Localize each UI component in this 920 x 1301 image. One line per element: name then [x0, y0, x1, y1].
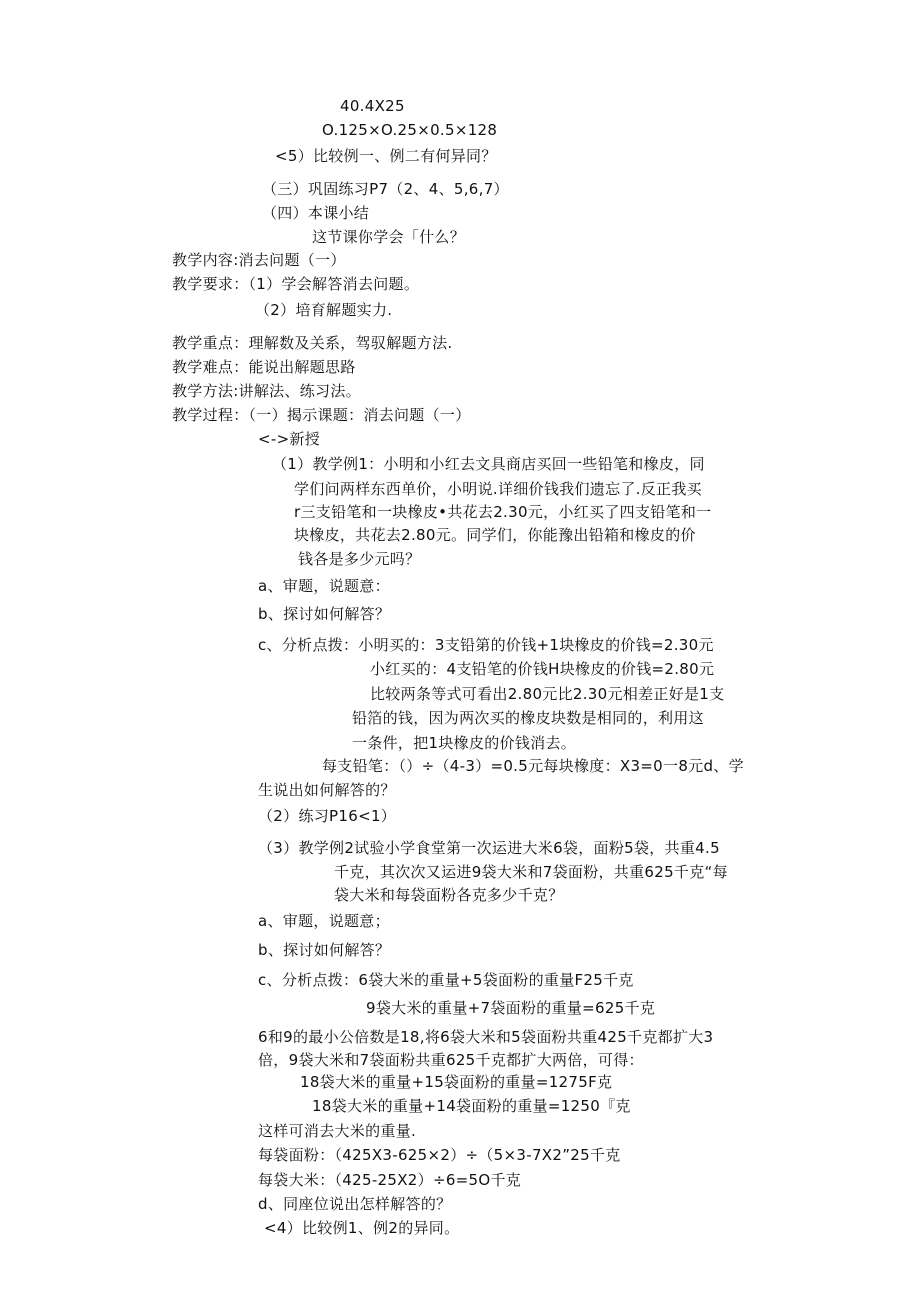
- text-line: 千克，其次次又运进9袋大米和7袋面粉，共重625千克“每: [334, 863, 728, 881]
- text-line: （三）巩固练习P7（2、4、5,6,7）: [262, 180, 509, 198]
- text-line: <4）比较例1、例2的异同。: [264, 1219, 460, 1237]
- text-line: a、审题，说题意；: [258, 912, 390, 930]
- text-line: 这样可消去大米的重量.: [258, 1122, 417, 1140]
- text-line: 学们问两样东西单价，小明说.详细价钱我们遗忘了.反正我买: [294, 480, 702, 498]
- text-line: 块橡皮，共花去2.80元。同学们，你能豫出铅箱和橡皮的价: [294, 526, 696, 544]
- text-line: <5）比较例一、例二有何异同？: [275, 147, 497, 165]
- text-line: 教学过程：（一）揭示课题：消去问题（一）: [172, 406, 471, 424]
- text-line: 每支铅笔：（）÷（4-3）=0.5元每块橡度：X3=0一8元d、学: [322, 757, 744, 775]
- text-line: 每袋面粉：（425X3-625×2）÷（5×3-7X2”25千克: [258, 1146, 621, 1164]
- text-line: 6和9的最小公倍数是18,将6袋大米和5袋面粉共重425千克都扩大3: [258, 1028, 714, 1046]
- text-line: 18袋大米的重量+14袋面粉的重量=1250『克: [312, 1097, 631, 1115]
- text-line: 教学内容:消去问题（一）: [172, 251, 346, 269]
- text-line: （3）教学例2试验小学食堂第一次运进大米6袋，面粉5袋，共重4.5: [258, 839, 720, 857]
- text-line: 每袋大米：（425-25X2）÷6=5O千克: [258, 1171, 522, 1189]
- text-line: 教学方法:讲解法、练习法。: [172, 382, 361, 400]
- text-line: 9袋大米的重量+7袋面粉的重量=625千克: [366, 999, 656, 1017]
- text-line: 18袋大米的重量+15袋面粉的重量=1275F克: [300, 1073, 613, 1091]
- text-line: （四）本课小结: [262, 204, 370, 222]
- text-line: b、探讨如何解答？: [258, 605, 391, 623]
- text-line: 小红买的：4支铅笔的价钱H块橡皮的价钱=2.80元: [370, 660, 715, 678]
- text-line: （1）教学例1：小明和小红去文具商店买回一些铅笔和橡皮，同: [272, 455, 705, 473]
- text-line: 教学重点：理解数及关系，驾驭解题方法.: [172, 334, 453, 352]
- text-line: 生说出如何解答的？: [258, 781, 396, 799]
- text-line: c、分析点拨：小明买的：3支铅第的价钱+1块橡皮的价钱=2.30元: [258, 636, 714, 654]
- text-line: <->新授: [258, 430, 321, 448]
- text-line: b、探讨如何解答？: [258, 941, 391, 959]
- text-line: （2）练习P16<1）: [258, 807, 397, 825]
- text-line: 教学难点：能说出解题思路: [172, 358, 356, 376]
- text-line: O.125×O.25×0.5×128: [322, 121, 498, 139]
- text-line: c、分析点拨：6袋大米的重量+5袋面粉的重量F25千克: [258, 971, 634, 989]
- text-line: 比较两条等式可看出2.80元比2.30元相差正好是1支: [370, 685, 725, 703]
- text-line: 倍，9袋大米和7袋面粉共重625千克都扩大两倍，可得：: [258, 1051, 644, 1069]
- text-line: 铅箔的钱，因为两次买的橡皮块数是相同的，利用这: [352, 709, 704, 727]
- text-line: 这节课你学会「什么？: [312, 228, 466, 246]
- text-line: a、审题，说题意：: [258, 577, 390, 595]
- text-line: 袋大米和每袋面粉各克多少千克？: [334, 886, 564, 904]
- text-line: 教学要求：（1）学会解答消去问题。: [172, 275, 420, 293]
- text-line: （2）培育解题实力.: [255, 301, 393, 319]
- text-line: 一条件，把1块橡皮的价钱消去。: [352, 734, 577, 752]
- text-line: 40.4X25: [340, 97, 405, 115]
- text-line: r三支铅笔和一块橡皮•共花去2.30元，小红买了四支铅笔和一: [294, 503, 712, 521]
- text-line: d、同座位说出怎样解答的？: [258, 1195, 452, 1213]
- text-line: 钱各是多少元吗？: [298, 550, 421, 568]
